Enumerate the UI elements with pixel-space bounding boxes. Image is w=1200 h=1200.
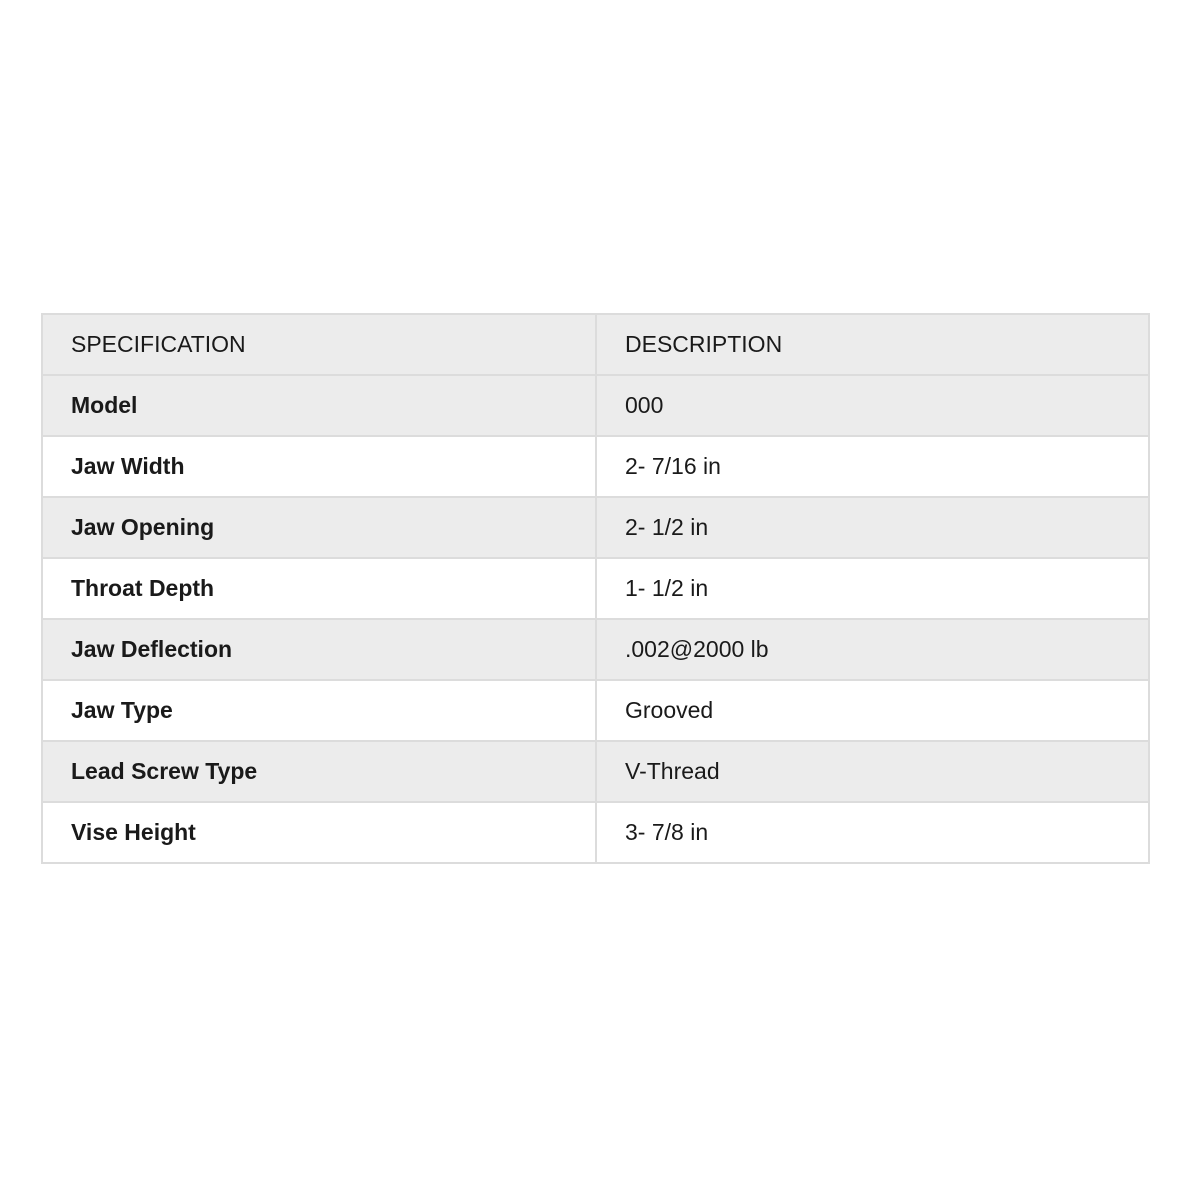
table-body bbox=[42, 375, 1149, 863]
spec-name: Model bbox=[42, 375, 596, 436]
spec-name: Jaw Type bbox=[42, 680, 596, 741]
table-row bbox=[42, 558, 1149, 619]
spec-value: 1- 1/2 in bbox=[596, 558, 1149, 619]
spec-value: 000 bbox=[596, 375, 1149, 436]
spec-name: Vise Height bbox=[42, 802, 596, 863]
table-row bbox=[42, 680, 1149, 741]
header-specification: SPECIFICATION bbox=[42, 314, 596, 375]
table-row bbox=[42, 436, 1149, 497]
table-header bbox=[42, 314, 1149, 375]
spec-name: Jaw Width bbox=[42, 436, 596, 497]
spec-value: V-Thread bbox=[596, 741, 1149, 802]
spec-name: Jaw Opening bbox=[42, 497, 596, 558]
table-row bbox=[42, 802, 1149, 863]
table-row bbox=[42, 497, 1149, 558]
spec-value: 3- 7/8 in bbox=[596, 802, 1149, 863]
spec-name: Throat Depth bbox=[42, 558, 596, 619]
spec-value: Grooved bbox=[596, 680, 1149, 741]
spec-value: 2- 7/16 in bbox=[596, 436, 1149, 497]
specification-table bbox=[41, 313, 1150, 864]
spec-value: 2- 1/2 in bbox=[596, 497, 1149, 558]
spec-value: .002@2000 lb bbox=[596, 619, 1149, 680]
table-row bbox=[42, 741, 1149, 802]
table-row bbox=[42, 375, 1149, 436]
spec-name: Jaw Deflection bbox=[42, 619, 596, 680]
header-description: DESCRIPTION bbox=[596, 314, 1149, 375]
table-row bbox=[42, 619, 1149, 680]
header-row bbox=[42, 314, 1149, 375]
spec-name: Lead Screw Type bbox=[42, 741, 596, 802]
